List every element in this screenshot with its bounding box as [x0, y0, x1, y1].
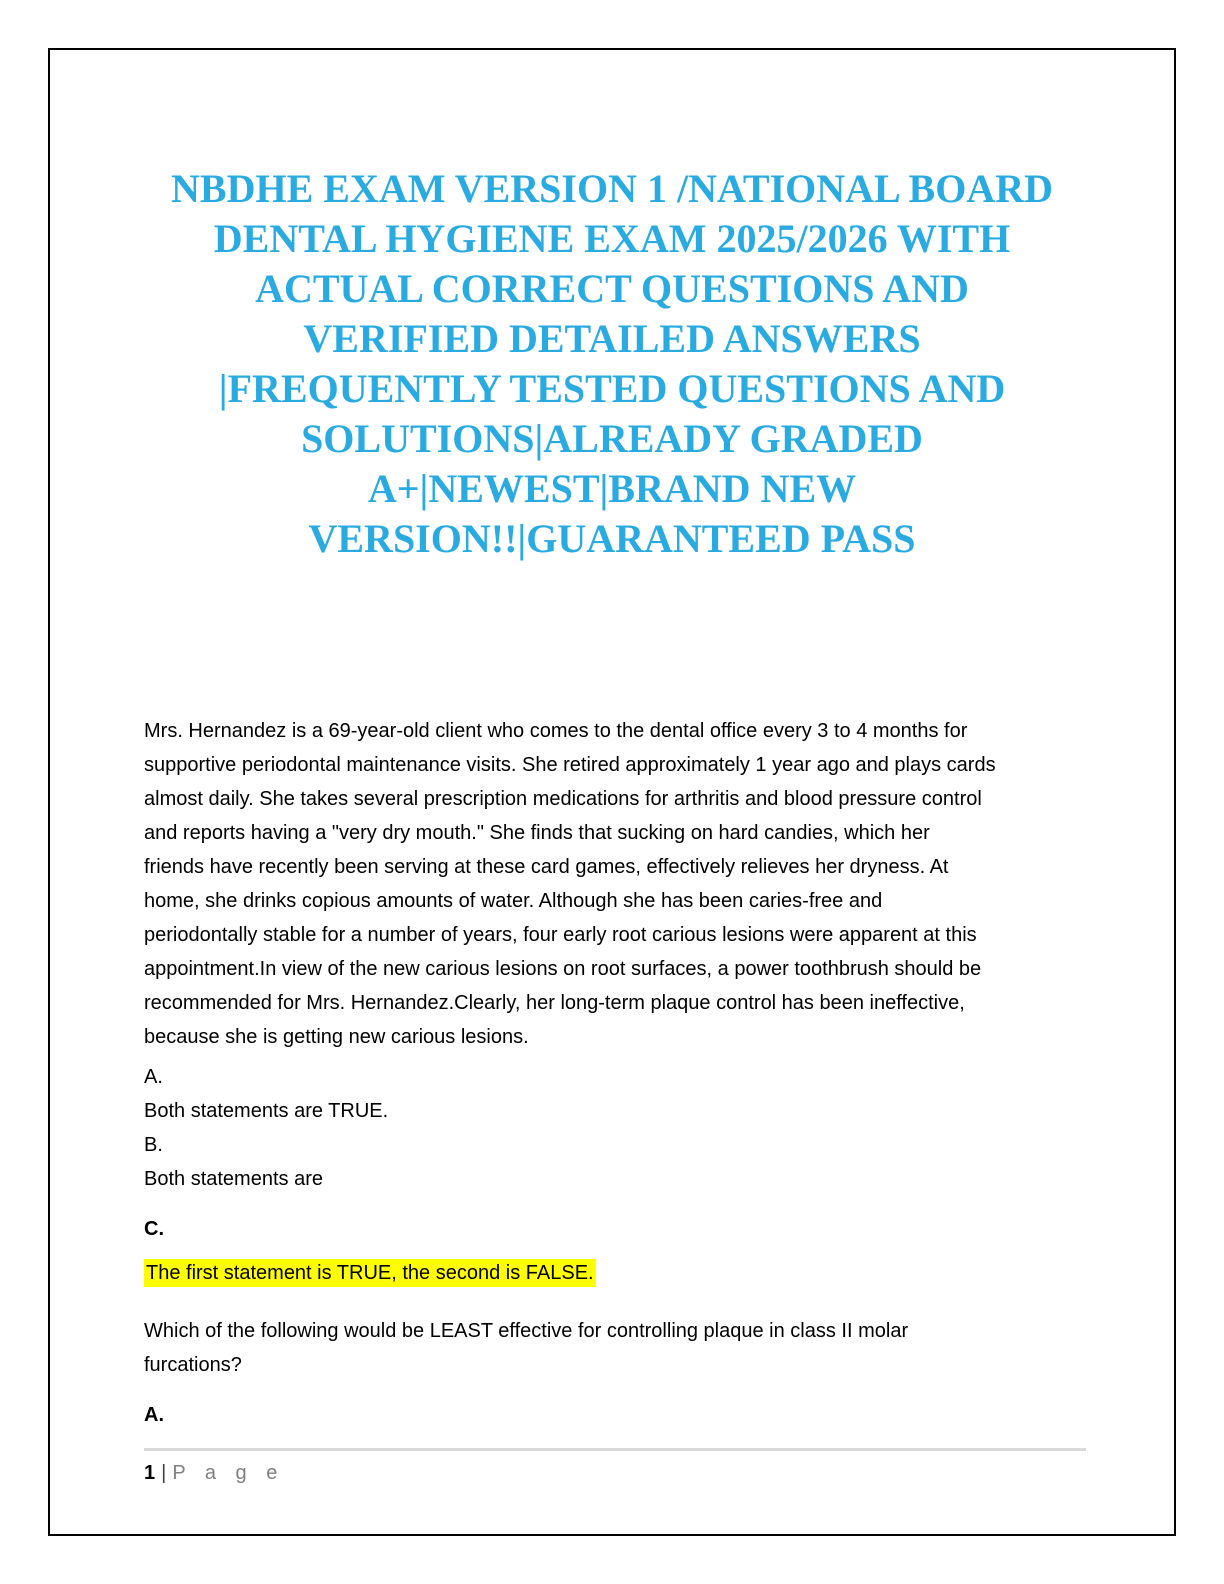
title-line: VERIFIED DETAILED ANSWERS	[303, 316, 921, 361]
footer-rule	[144, 1448, 1086, 1451]
stem-line: home, she drinks copious amounts of water. Although she has been caries-free and	[144, 890, 883, 912]
stem-line: friends have recently been serving at these card games, effectively relieves her dryness. At	[144, 856, 949, 878]
page-number: 1	[144, 1462, 156, 1484]
option-b-text: Both statements are	[144, 1168, 323, 1190]
stem-line: periodontally stable for a number of years, four early root carious lesions were apparent at this	[144, 924, 977, 946]
title-line: A+|NEWEST|BRAND NEW	[367, 466, 857, 511]
page-footer	[144, 1458, 284, 1488]
option-b-label: B.	[144, 1134, 163, 1156]
title-line: NBDHE EXAM VERSION 1 /NATIONAL BOARD	[171, 166, 1053, 211]
question2-stem	[144, 1314, 1104, 1382]
title-line: |FREQUENTLY TESTED QUESTIONS AND	[218, 366, 1006, 411]
exam-title	[144, 164, 1080, 564]
option-a-label: A.	[144, 1066, 163, 1088]
title-line: DENTAL HYGIENE EXAM 2025/2026 WITH	[213, 216, 1011, 261]
stem-line: Mrs. Hernandez is a 69-year-old client who comes to the dental office every 3 to 4 months for	[144, 720, 968, 742]
question1-stem	[144, 714, 1104, 1054]
page-label: P a g e	[172, 1462, 285, 1484]
stem-line: and reports having a "very dry mouth." She finds that sucking on hard candies, which her	[144, 822, 930, 844]
highlighted-answer: The first statement is TRUE, the second is FALSE.	[144, 1259, 596, 1287]
option-a-text: Both statements are TRUE.	[144, 1100, 389, 1122]
stem-line: almost daily. She takes several prescription medications for arthritis and blood pressure control	[144, 788, 982, 810]
stem-line: because she is getting new carious lesions.	[144, 1026, 529, 1048]
question2-option-a-label: A.	[144, 1404, 164, 1426]
footer-separator: |	[161, 1462, 167, 1484]
question1-options	[144, 1060, 1104, 1196]
option-c-label: C.	[144, 1218, 164, 1240]
title-line: SOLUTIONS|ALREADY GRADED	[301, 416, 923, 461]
stem-line: recommended for Mrs. Hernandez.Clearly, her long-term plaque control has been ineffective,	[144, 992, 965, 1014]
title-line: ACTUAL CORRECT QUESTIONS AND	[255, 266, 969, 311]
title-line: VERSION!!|GUARANTEED PASS	[308, 516, 916, 561]
stem-line: appointment.In view of the new carious lesions on root surfaces, a power toothbrush should be	[144, 958, 982, 980]
answer-line	[144, 1256, 596, 1290]
stem-line: Which of the following would be LEAST effective for controlling plaque in class II molar	[144, 1320, 909, 1342]
stem-line: furcations?	[144, 1354, 242, 1376]
stem-line: supportive periodontal maintenance visits. She retired approximately 1 year ago and plays cards	[144, 754, 996, 776]
